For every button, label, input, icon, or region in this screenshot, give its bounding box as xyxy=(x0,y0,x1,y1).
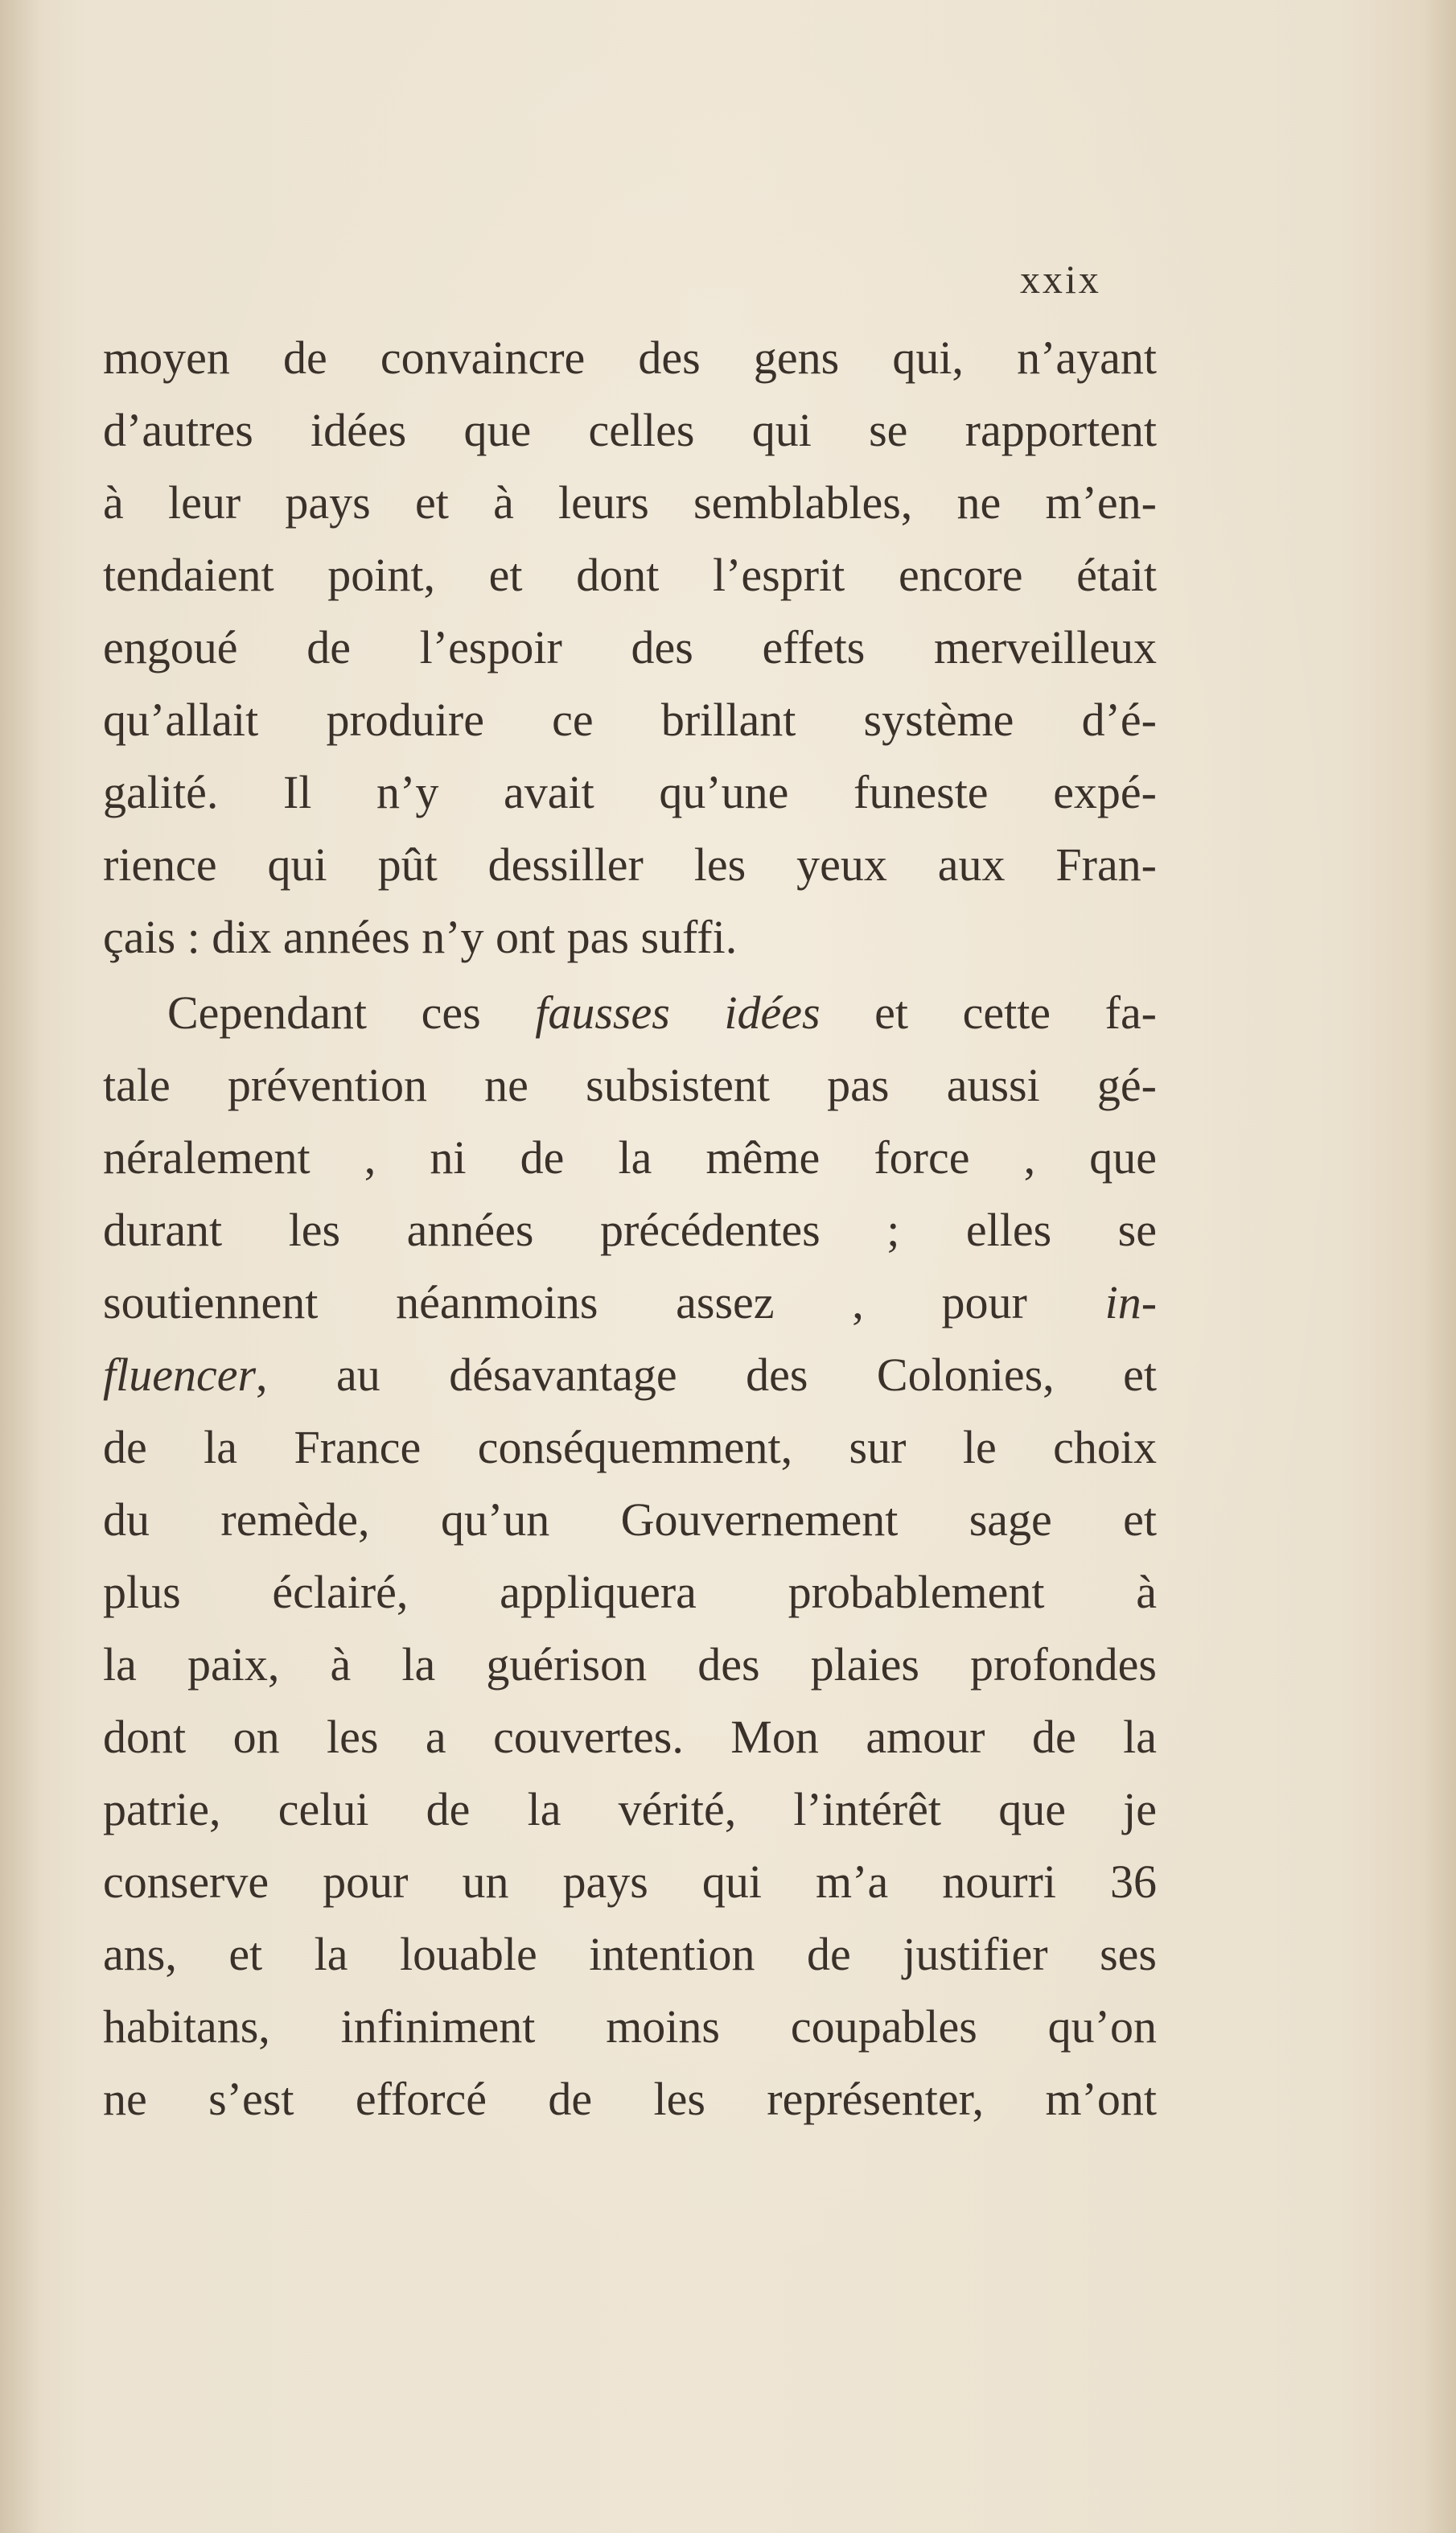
text-line: ne s’est efforcé de les représenter, m’ont xyxy=(103,2073,1157,2125)
italic-phrase: in- xyxy=(1104,1276,1157,1328)
text-run: , au désavantage des Colonies, et xyxy=(256,1349,1157,1401)
italic-phrase: fluencer xyxy=(103,1349,257,1401)
text-line: dont on les a couvertes. Mon amour de la xyxy=(103,1711,1157,1763)
italic-phrase: fausses idées xyxy=(535,986,821,1039)
text-line: galité. Il n’y avait qu’une funeste expé- xyxy=(103,766,1157,818)
text-line xyxy=(103,977,1157,1049)
text-run: soutiennent néanmoins assez , pour xyxy=(103,1276,1027,1328)
text-line: moyen de convaincre des gens qui, n’ayant xyxy=(103,332,1157,384)
body-text xyxy=(103,322,1157,2136)
text-line: tendaient point, et dont l’esprit encore était xyxy=(103,549,1157,601)
text-line: du remède, qu’un Gouvernement sage et xyxy=(103,1493,1157,1546)
text-run: Cependant ces xyxy=(167,986,481,1039)
page-number: xxix xyxy=(1020,257,1101,302)
page-edge-shadow-left xyxy=(0,0,40,2533)
text-line: la paix, à la guérison des plaies profondes xyxy=(103,1638,1157,1691)
text-line xyxy=(103,1266,1157,1339)
text-line: rience qui pût dessiller les yeux aux Fran- xyxy=(103,838,1157,891)
text-line: patrie, celui de la vérité, l’intérêt que je xyxy=(103,1783,1157,1835)
text-run: et cette fa- xyxy=(874,986,1157,1039)
text-line: habitans, infiniment moins coupables qu’on xyxy=(103,2000,1157,2053)
text-line: çais : dix années n’y ont pas suffi. xyxy=(103,911,738,963)
text-line: ans, et la louable intention de justifier ses xyxy=(103,1928,1157,1980)
text-line: d’autres idées que celles qui se rapportent xyxy=(103,404,1157,456)
text-line: de la France conséquemment, sur le choix xyxy=(103,1421,1157,1473)
text-line: plus éclairé, appliquera probablement à xyxy=(103,1566,1157,1618)
page-edge-shadow-right xyxy=(1424,0,1456,2533)
paragraph-2 xyxy=(103,977,1157,2136)
text-line: néralement , ni de la même force , que xyxy=(103,1131,1157,1184)
text-line: durant les années précédentes ; elles se xyxy=(103,1204,1157,1256)
text-line: tale prévention ne subsistent pas aussi gé- xyxy=(103,1059,1157,1111)
paragraph-1 xyxy=(103,322,1157,974)
text-line: engoué de l’espoir des effets merveilleux xyxy=(103,621,1157,673)
text-line xyxy=(103,1339,1157,1411)
text-line: qu’allait produire ce brillant système d’é- xyxy=(103,694,1157,746)
text-line: à leur pays et à leurs semblables, ne m’en- xyxy=(103,476,1157,529)
text-line: conserve pour un pays qui m’a nourri 36 xyxy=(103,1855,1157,1908)
